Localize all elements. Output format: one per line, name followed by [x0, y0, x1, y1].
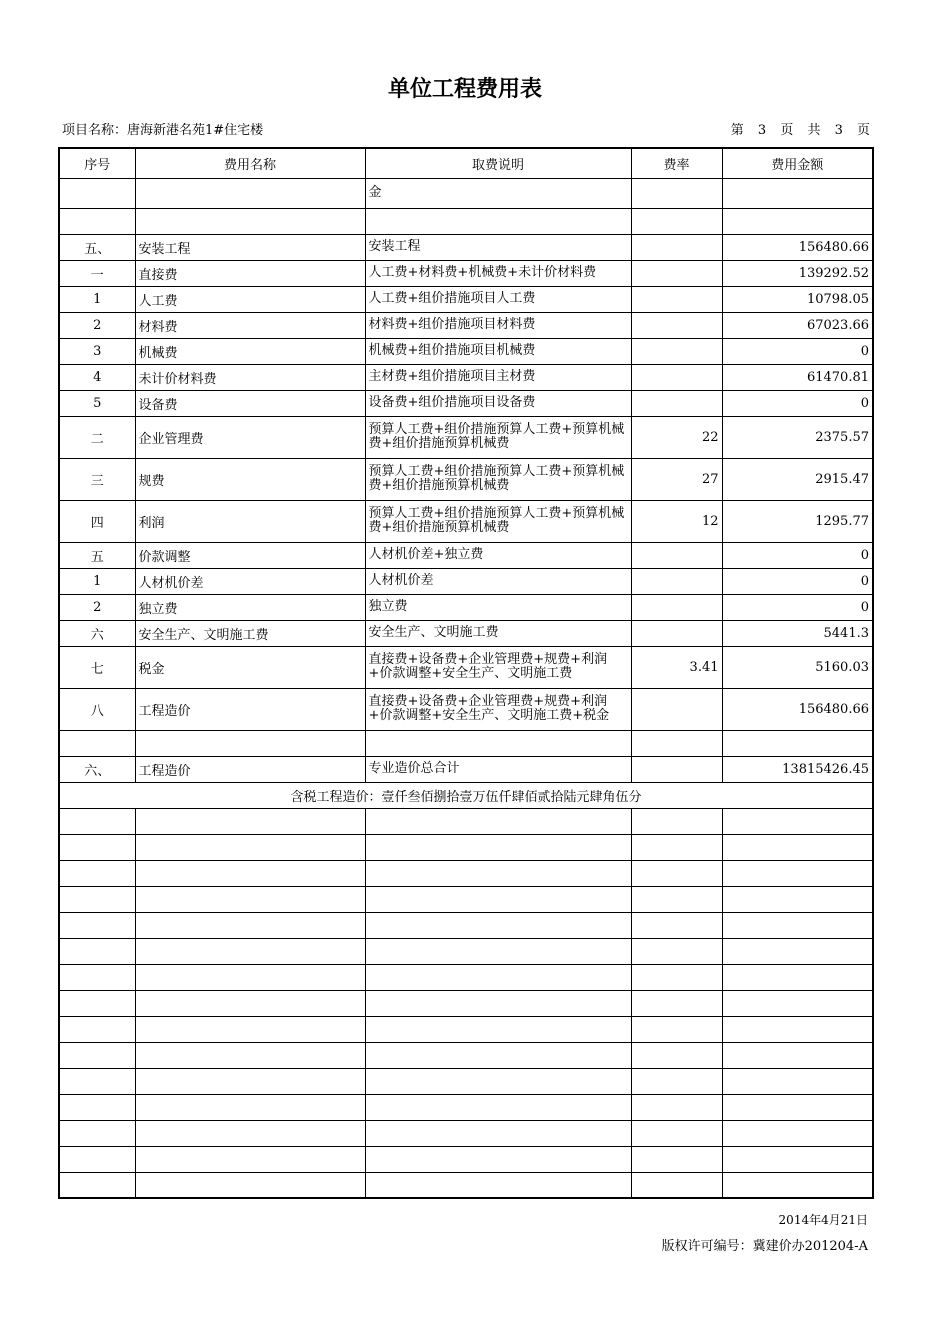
row-name: 设备费 [135, 390, 365, 416]
empty-cell [365, 1016, 631, 1042]
row-rate [631, 688, 722, 730]
empty-cell [631, 1172, 722, 1198]
row-desc: 安全生产、文明施工费 [365, 620, 631, 646]
row-name: 直接费 [135, 260, 365, 286]
empty-cell [722, 860, 873, 886]
row-name: 人工费 [135, 286, 365, 312]
row-desc: 预算人工费+组价措施预算人工费+预算机械费+组价措施预算机械费 [365, 458, 631, 500]
empty-cell [365, 808, 631, 834]
row-no: 1 [59, 286, 135, 312]
row-amount: 2375.57 [722, 416, 873, 458]
empty-cell [135, 990, 365, 1016]
empty-cell [59, 1120, 135, 1146]
empty-row [59, 938, 873, 964]
row-desc: 人材机价差 [365, 568, 631, 594]
empty-cell [365, 834, 631, 860]
row-amount: 2915.47 [722, 458, 873, 500]
table-row [59, 458, 873, 500]
row-name [135, 208, 365, 234]
header-rate: 费率 [631, 148, 722, 178]
row-amount: 0 [722, 542, 873, 568]
row-rate [631, 338, 722, 364]
table-row [59, 364, 873, 390]
empty-cell [631, 886, 722, 912]
row-no [59, 178, 135, 208]
empty-cell [365, 1094, 631, 1120]
empty-cell [59, 964, 135, 990]
empty-cell [135, 860, 365, 886]
empty-cell [365, 1042, 631, 1068]
empty-cell [135, 886, 365, 912]
row-name: 未计价材料费 [135, 364, 365, 390]
empty-row [59, 1172, 873, 1198]
table-row [59, 620, 873, 646]
row-name: 税金 [135, 646, 365, 688]
row-rate [631, 364, 722, 390]
row-amount: 13815426.45 [722, 756, 873, 782]
row-no: 七 [59, 646, 135, 688]
empty-cell [631, 964, 722, 990]
page-number: 第 3 页 共 3 页 [730, 123, 870, 138]
row-name: 机械费 [135, 338, 365, 364]
row-rate [631, 178, 722, 208]
empty-cell [59, 860, 135, 886]
row-no: 三 [59, 458, 135, 500]
row-no: 3 [59, 338, 135, 364]
total-text: 含税工程造价：壹仟叁佰捌拾壹万伍仟肆佰贰拾陆元肆角伍分 [59, 782, 873, 808]
empty-cell [365, 1172, 631, 1198]
header-no: 序号 [59, 148, 135, 178]
row-no: 5 [59, 390, 135, 416]
row-name: 工程造价 [135, 756, 365, 782]
row-amount: 5160.03 [722, 646, 873, 688]
row-desc: 直接费+设备费+企业管理费+规费+利润+价款调整+安全生产、文明施工费+税金 [365, 688, 631, 730]
empty-cell [59, 1016, 135, 1042]
row-rate [631, 260, 722, 286]
row-no: 2 [59, 312, 135, 338]
table-row [59, 646, 873, 688]
empty-cell [722, 1094, 873, 1120]
empty-cell [135, 1120, 365, 1146]
row-name: 价款调整 [135, 542, 365, 568]
row-desc: 专业造价总合计 [365, 756, 631, 782]
empty-cell [59, 990, 135, 1016]
empty-cell [631, 1120, 722, 1146]
table-row [59, 178, 873, 208]
empty-cell [59, 1172, 135, 1198]
empty-cell [631, 1068, 722, 1094]
empty-cell [365, 886, 631, 912]
row-no [59, 730, 135, 756]
row-desc: 人工费+组价措施项目人工费 [365, 286, 631, 312]
row-rate [631, 312, 722, 338]
row-desc: 金 [365, 178, 631, 208]
empty-cell [631, 1146, 722, 1172]
empty-cell [135, 938, 365, 964]
header-name: 费用名称 [135, 148, 365, 178]
table-row [59, 208, 873, 234]
empty-cell [135, 1094, 365, 1120]
row-amount: 5441.3 [722, 620, 873, 646]
row-rate [631, 756, 722, 782]
row-no: 2 [59, 594, 135, 620]
row-amount: 139292.52 [722, 260, 873, 286]
empty-cell [59, 1146, 135, 1172]
empty-row [59, 886, 873, 912]
row-no: 四 [59, 500, 135, 542]
table-row [59, 542, 873, 568]
empty-cell [631, 912, 722, 938]
empty-cell [722, 1016, 873, 1042]
row-rate [631, 594, 722, 620]
table-row [59, 756, 873, 782]
row-name: 规费 [135, 458, 365, 500]
row-desc: 预算人工费+组价措施预算人工费+预算机械费+组价措施预算机械费 [365, 416, 631, 458]
row-amount: 156480.66 [722, 688, 873, 730]
empty-cell [722, 1068, 873, 1094]
empty-cell [135, 912, 365, 938]
empty-cell [365, 1146, 631, 1172]
empty-cell [722, 938, 873, 964]
empty-row [59, 808, 873, 834]
row-desc: 主材费+组价措施项目主材费 [365, 364, 631, 390]
row-name: 独立费 [135, 594, 365, 620]
row-name [135, 730, 365, 756]
table-row [59, 568, 873, 594]
empty-row [59, 1120, 873, 1146]
row-desc: 预算人工费+组价措施预算人工费+预算机械费+组价措施预算机械费 [365, 500, 631, 542]
empty-cell [365, 964, 631, 990]
empty-cell [135, 1068, 365, 1094]
empty-cell [59, 834, 135, 860]
empty-row [59, 1094, 873, 1120]
row-desc [365, 730, 631, 756]
header-amount: 费用金额 [722, 148, 873, 178]
empty-row [59, 964, 873, 990]
row-amount: 67023.66 [722, 312, 873, 338]
empty-cell [135, 1042, 365, 1068]
row-desc [365, 208, 631, 234]
empty-cell [135, 1016, 365, 1042]
row-amount [722, 730, 873, 756]
row-amount: 0 [722, 568, 873, 594]
empty-cell [722, 1146, 873, 1172]
cost-table [58, 147, 874, 1199]
empty-cell [631, 1016, 722, 1042]
empty-cell [722, 964, 873, 990]
row-amount: 0 [722, 338, 873, 364]
page-title: 单位工程费用表 [387, 77, 542, 102]
row-desc: 人工费+材料费+机械费+未计价材料费 [365, 260, 631, 286]
row-rate [631, 286, 722, 312]
row-no: 4 [59, 364, 135, 390]
project-name: 项目名称：唐海新港名苑1#住宅楼 [62, 123, 264, 138]
empty-cell [722, 1042, 873, 1068]
table-row [59, 312, 873, 338]
empty-row [59, 990, 873, 1016]
row-desc: 直接费+设备费+企业管理费+规费+利润+价款调整+安全生产、文明施工费 [365, 646, 631, 688]
header-desc: 取费说明 [365, 148, 631, 178]
row-no: 一 [59, 260, 135, 286]
row-desc: 人材机价差+独立费 [365, 542, 631, 568]
row-rate [631, 568, 722, 594]
empty-cell [135, 964, 365, 990]
empty-cell [135, 834, 365, 860]
empty-cell [722, 808, 873, 834]
row-no: 二 [59, 416, 135, 458]
row-no: 1 [59, 568, 135, 594]
row-amount: 1295.77 [722, 500, 873, 542]
row-rate [631, 234, 722, 260]
row-name: 安全生产、文明施工费 [135, 620, 365, 646]
row-amount [722, 178, 873, 208]
row-rate: 12 [631, 500, 722, 542]
empty-row [59, 1016, 873, 1042]
row-rate: 22 [631, 416, 722, 458]
empty-cell [365, 1120, 631, 1146]
table-row [59, 338, 873, 364]
table-row [59, 260, 873, 286]
table-header-row [59, 148, 873, 178]
empty-cell [631, 990, 722, 1016]
footer-date: 2014年4月21日 [778, 1213, 868, 1227]
empty-row [59, 860, 873, 886]
row-desc: 材料费+组价措施项目材料费 [365, 312, 631, 338]
empty-cell [59, 938, 135, 964]
row-rate [631, 620, 722, 646]
row-rate [631, 390, 722, 416]
total-row [59, 782, 873, 808]
table-row [59, 500, 873, 542]
empty-cell [631, 860, 722, 886]
row-amount: 156480.66 [722, 234, 873, 260]
empty-row [59, 834, 873, 860]
empty-cell [722, 990, 873, 1016]
empty-cell [722, 1172, 873, 1198]
empty-cell [365, 938, 631, 964]
empty-cell [631, 834, 722, 860]
footer-license: 版权许可编号：冀建价办201204-A [661, 1239, 868, 1254]
empty-row [59, 1146, 873, 1172]
table-row [59, 416, 873, 458]
row-rate: 27 [631, 458, 722, 500]
empty-cell [365, 912, 631, 938]
empty-cell [722, 834, 873, 860]
row-name: 工程造价 [135, 688, 365, 730]
row-name: 安装工程 [135, 234, 365, 260]
row-no: 五、 [59, 234, 135, 260]
row-no: 五 [59, 542, 135, 568]
row-no: 六 [59, 620, 135, 646]
row-name: 企业管理费 [135, 416, 365, 458]
row-rate [631, 208, 722, 234]
empty-row [59, 1068, 873, 1094]
row-rate: 3.41 [631, 646, 722, 688]
empty-cell [59, 1094, 135, 1120]
empty-cell [59, 912, 135, 938]
row-desc: 机械费+组价措施项目机械费 [365, 338, 631, 364]
empty-row [59, 912, 873, 938]
table-row [59, 234, 873, 260]
row-name [135, 178, 365, 208]
empty-cell [631, 938, 722, 964]
empty-cell [59, 808, 135, 834]
empty-cell [722, 912, 873, 938]
empty-cell [365, 990, 631, 1016]
empty-cell [365, 860, 631, 886]
empty-cell [722, 1120, 873, 1146]
row-rate [631, 542, 722, 568]
empty-cell [631, 1094, 722, 1120]
empty-cell [59, 1068, 135, 1094]
row-no: 八 [59, 688, 135, 730]
table-row [59, 688, 873, 730]
table-row [59, 730, 873, 756]
row-amount [722, 208, 873, 234]
empty-cell [631, 1042, 722, 1068]
table-row [59, 390, 873, 416]
row-amount: 0 [722, 594, 873, 620]
empty-cell [631, 808, 722, 834]
row-desc: 独立费 [365, 594, 631, 620]
empty-cell [135, 1146, 365, 1172]
row-name: 利润 [135, 500, 365, 542]
row-amount: 10798.05 [722, 286, 873, 312]
empty-cell [722, 886, 873, 912]
table-row [59, 594, 873, 620]
empty-cell [59, 1042, 135, 1068]
row-desc: 设备费+组价措施项目设备费 [365, 390, 631, 416]
row-no: 六、 [59, 756, 135, 782]
row-name: 人材机价差 [135, 568, 365, 594]
empty-cell [135, 1172, 365, 1198]
empty-cell [135, 808, 365, 834]
row-rate [631, 730, 722, 756]
row-desc: 安装工程 [365, 234, 631, 260]
row-amount: 61470.81 [722, 364, 873, 390]
empty-row [59, 1042, 873, 1068]
table-row [59, 286, 873, 312]
empty-cell [59, 886, 135, 912]
row-name: 材料费 [135, 312, 365, 338]
row-amount: 0 [722, 390, 873, 416]
row-no [59, 208, 135, 234]
empty-cell [365, 1068, 631, 1094]
